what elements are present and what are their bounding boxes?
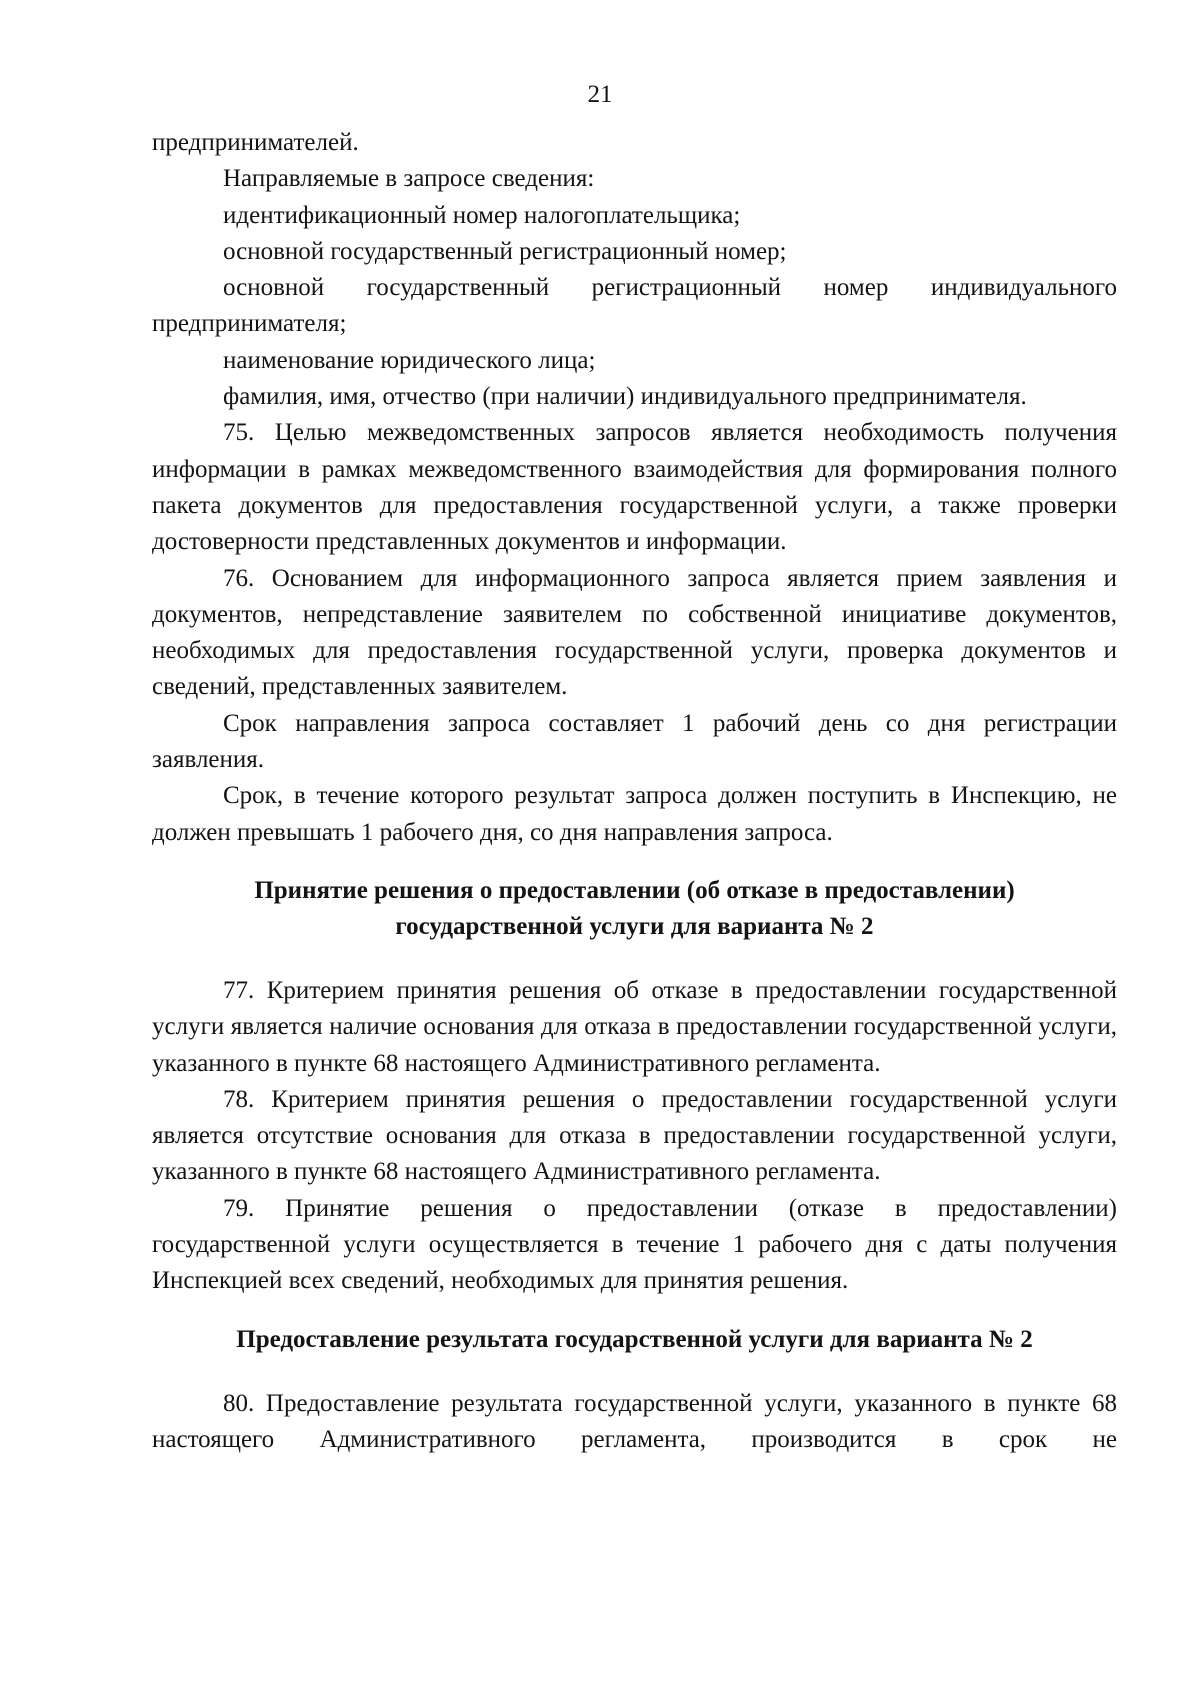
page-number: 21 bbox=[587, 81, 613, 108]
paragraph-response-term: Срок, в течение которого результат запроса должен поступить в Инспекцию, не должен превышать 1 рабочего дня, со дня направления запроса. bbox=[152, 782, 1117, 846]
paragraph-77: 77. Критерием принятия решения об отказе в предоставлении государственной услуги является наличие основания для отказа в предоставлении государственной услуги, указанного в пункте 68 настоящего Административного регламента. bbox=[152, 976, 1117, 1077]
paragraph-80: 80. Предоставление результата государственной услуги, указанного в пункте 68 настоящего Административного регламента, производится в срок не bbox=[152, 1389, 1117, 1453]
paragraph-request-term: Срок направления запроса составляет 1 рабочий день со дня регистрации заявления. bbox=[152, 709, 1117, 774]
paragraph-76: 76. Основанием для информационного запроса является прием заявления и документов, непредставление заявителем по собственной инициативе документов, необходимых для предоставления государственной услуги, проверка документов и сведений, представленных заявителем. bbox=[152, 564, 1117, 701]
section-heading-decision-line2: государственной услуги для варианта № 2 bbox=[395, 912, 874, 940]
paragraph-78: 78. Критерием принятия решения о предоставлении государственной услуги является отсутствие основания для отказа в предоставлении государственной услуги, указанного в пункте 68 настоящего Административного регламента. bbox=[152, 1085, 1117, 1186]
document-body bbox=[152, 125, 1117, 1458]
section-heading-decision bbox=[152, 873, 1117, 945]
section-heading-result: Предоставление результата государственной услуги для варианта № 2 bbox=[236, 1325, 1033, 1353]
paragraph-79: 79. Принятие решения о предоставлении (отказе в предоставлении) государственной услуги осуществляется в течение 1 рабочего дня с даты получения Инспекцией всех сведений, необходимых для принятия решения. bbox=[152, 1194, 1117, 1295]
section-heading-decision-line1: Принятие решения о предоставлении (об отказе в предоставлении) bbox=[254, 876, 1015, 904]
list-item-ogrn: основной государственный регистрационный номер; bbox=[223, 237, 787, 265]
list-item-legal-name: наименование юридического лица; bbox=[223, 346, 596, 374]
list-item-ogrnip: основной государственный регистрационный номер индивидуального предпринимателя; bbox=[152, 274, 1117, 338]
list-item-inn: идентификационный номер налогоплательщика; bbox=[223, 201, 741, 229]
paragraph-75: 75. Целью межведомственных запросов является необходимость получения информации в рамках межведомственного взаимодействия для формирования полного пакета документов для предоставления государственной услуги, а также проверки достоверности представленных документов и информации. bbox=[152, 419, 1117, 556]
paragraph-continuation: предпринимателей. bbox=[152, 129, 359, 156]
list-item-full-name: фамилия, имя, отчество (при наличии) индивидуального предпринимателя. bbox=[223, 383, 1027, 411]
paragraph-request-info: Направляемые в запросе сведения: bbox=[223, 165, 595, 193]
